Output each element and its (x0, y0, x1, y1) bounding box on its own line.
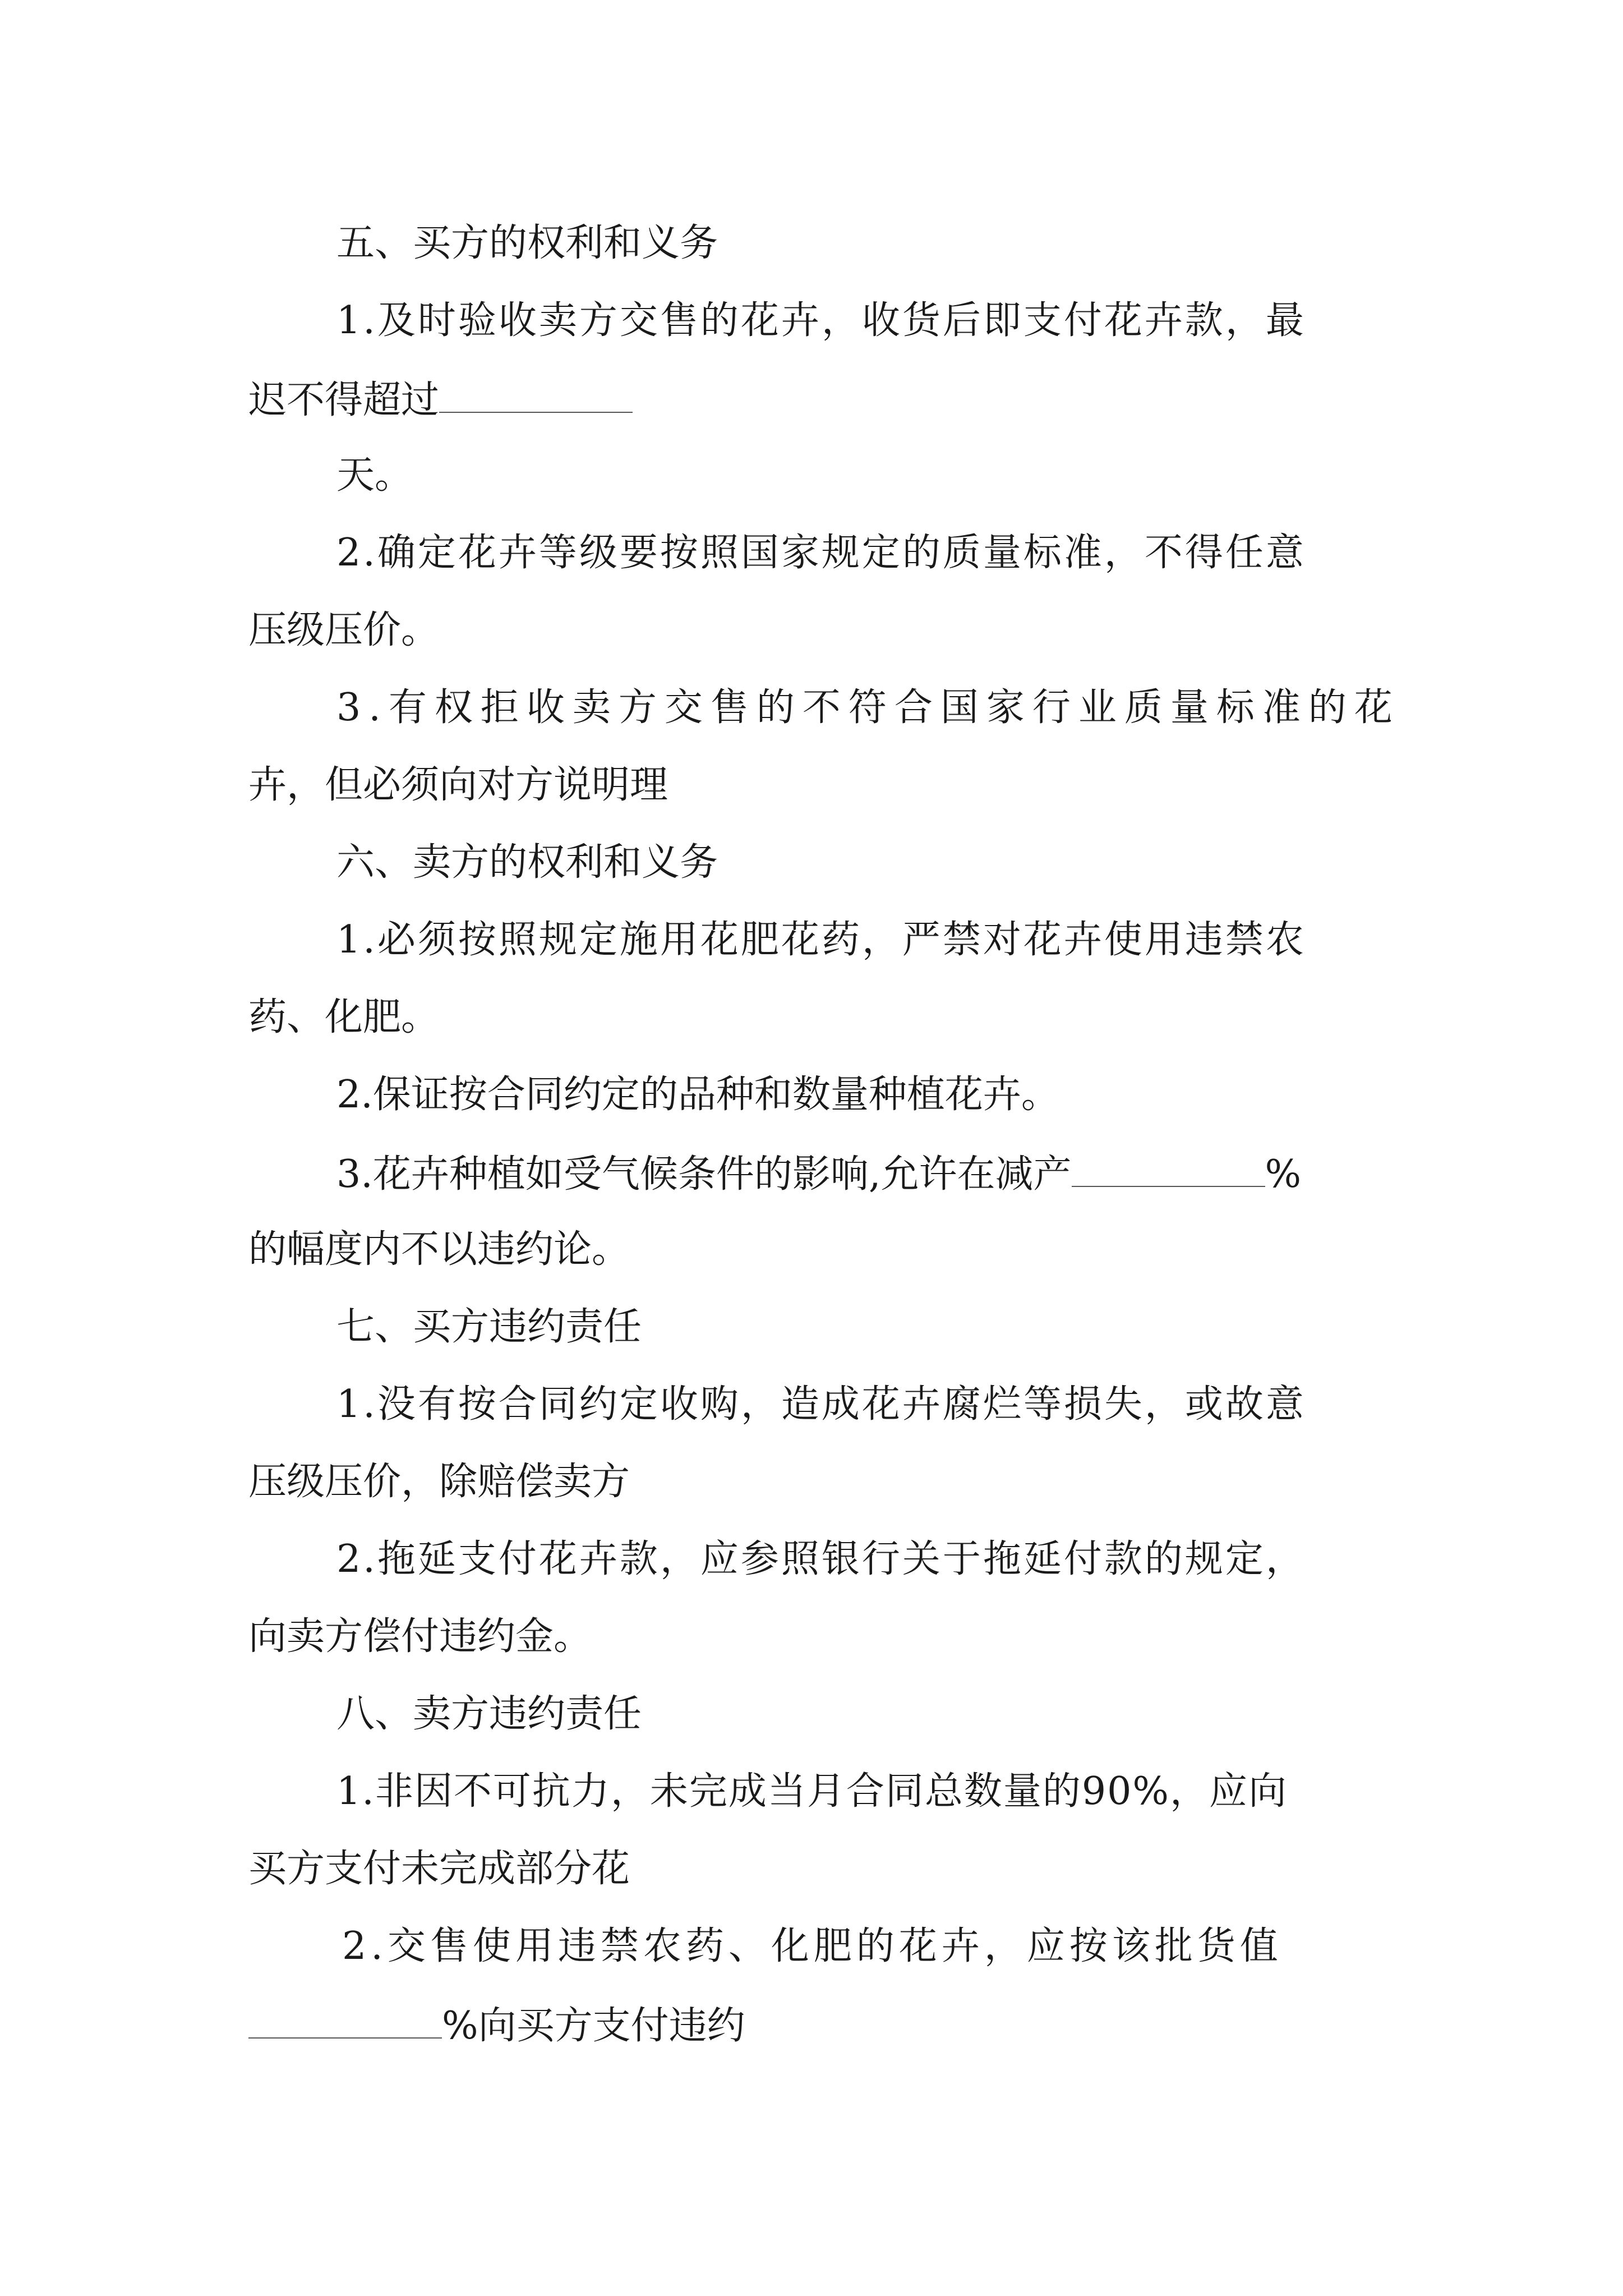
s6-item2: 2.保证按合同约定的品种和数量种植花卉。 (336, 1073, 1059, 1117)
section-heading-8: 八、卖方违约责任 (336, 1692, 642, 1736)
s5-item2-line2: 压级压价。 (248, 608, 440, 652)
s7-item1-line1: 1.没有按合同约定收购，造成花卉腐烂等损失，或故意 (336, 1382, 1306, 1427)
s6-item3-text: 3.花卉种植如受气候条件的影响,允许在减产 (336, 1152, 1072, 1197)
percent-sign: % (1265, 1152, 1302, 1197)
s6-item3-line2: 的幅度内不以违约论。 (248, 1227, 630, 1272)
section-heading-5: 五、买方的权利和义务 (336, 221, 718, 265)
s7-item2-line1: 2.拖延支付花卉款，应参照银行关于拖延付款的规定， (336, 1537, 1306, 1581)
s8-item1-line2: 买方支付未完成部分花 (248, 1847, 630, 1891)
blank-percent-field (1072, 1153, 1265, 1187)
section-heading-7: 七、买方违约责任 (336, 1305, 642, 1349)
s7-item2-line2: 向卖方偿付违约金。 (248, 1614, 592, 1659)
s8-item2-line2 (248, 2004, 745, 2048)
s6-item1-line1: 1.必须按照规定施用花肥花药，严禁对花卉使用违禁农 (336, 918, 1306, 962)
s5-item2-line1: 2.确定花卉等级要按照国家规定的质量标准，不得任意 (336, 531, 1306, 575)
s5-item1-line3: 天。 (336, 453, 413, 498)
s8-item2-text: %向买方支付违约 (442, 2004, 745, 2048)
s5-item1-line2 (248, 379, 633, 420)
blank-days-field (439, 379, 633, 413)
s5-item3-line2: 卉，但必须向对方说明理 (248, 763, 668, 807)
s8-item1-line1: 1.非因不可抗力，未完成当月合同总数量的90%，应向 (336, 1769, 1288, 1814)
blank-goods-value-field (248, 2005, 442, 2039)
s5-item1-text: 迟不得超过 (248, 378, 440, 422)
s5-item1-line1: 1.及时验收卖方交售的花卉，收货后即支付花卉款，最 (336, 298, 1306, 343)
s7-item1-line2: 压级压价，除赔偿卖方 (248, 1460, 630, 1504)
s5-item3-line1: 3.有权拒收卖方交售的不符合国家行业质量标准的花 (336, 685, 1400, 730)
s8-item2-line1: 2.交售使用违禁农药、化肥的花卉，应按该批货值 (342, 1924, 1283, 1968)
s6-item1-line2: 药、化肥。 (248, 995, 440, 1039)
section-heading-6: 六、卖方的权利和义务 (336, 840, 718, 885)
s6-item3-line1 (336, 1152, 1302, 1197)
